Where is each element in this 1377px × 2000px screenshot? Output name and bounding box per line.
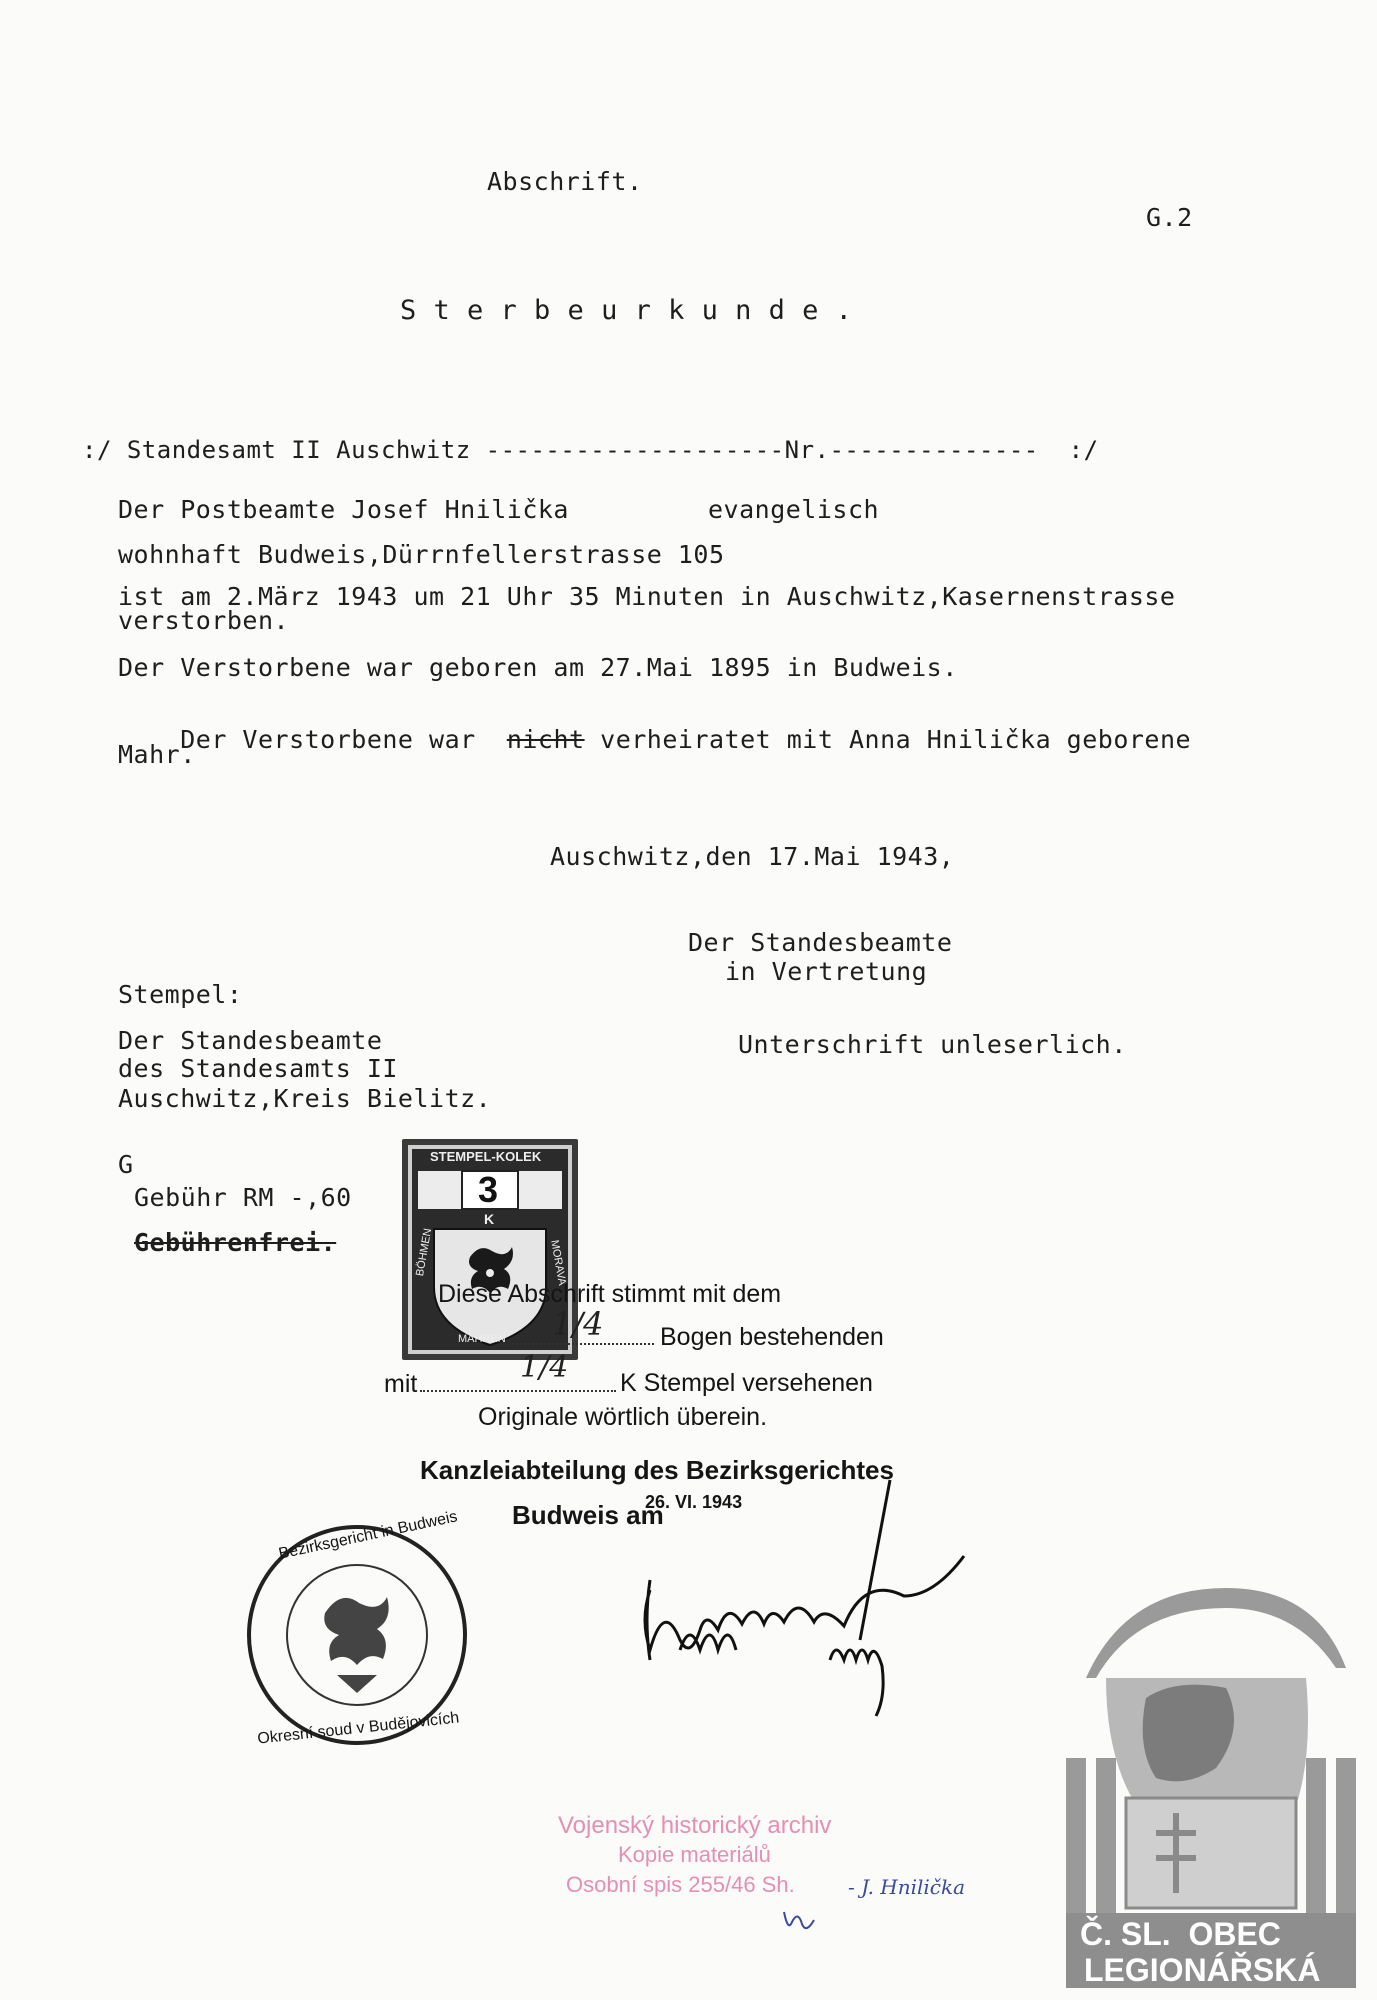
body-line-1-left: Der Postbeamte Josef Hnilička <box>118 495 569 524</box>
archive-line-3: Osobní spis 255/46 Sh. <box>566 1872 795 1897</box>
stamp-middle-text: MÄHREN <box>458 1333 506 1345</box>
struck-word: nicht <box>506 725 585 754</box>
archive-initial-icon <box>780 1908 820 1938</box>
archive-line-2: Kopie materiálů <box>618 1842 771 1867</box>
cert-line-3: K Stempel versehenen <box>620 1369 873 1397</box>
stamp-line-2: des Standesamts II <box>118 1054 398 1083</box>
court-seal <box>237 1508 477 1755</box>
stamp-unit: K <box>484 1211 495 1227</box>
body-line-4: verstorben. <box>118 606 290 635</box>
body-line-6-a: Der Verstorbene war <box>180 725 476 754</box>
stamp-left-text: BÖHMEN <box>414 1227 435 1278</box>
copy-label: Abschrift. <box>487 167 643 196</box>
document-title: S t e r b e u r k u n d e . <box>400 295 853 326</box>
body-line-5: Der Verstorbene war geboren am 27.Mai 1895 in Budweis. <box>118 653 958 682</box>
court-place: Budweis am <box>512 1500 664 1530</box>
place-date: Auschwitz,den 17.Mai 1943, <box>550 842 955 871</box>
stamp-value: 3 <box>478 1169 499 1210</box>
cert-line-2: Bogen bestehenden <box>660 1323 884 1351</box>
signature-note: Unterschrift unleserlich. <box>738 1030 1127 1059</box>
stamp-line-1: Der Standesbeamte <box>118 1026 383 1055</box>
seal-top-text: Bezirksgericht in Budweis <box>277 1508 459 1563</box>
archive-hand-note: - J. Hnilička <box>848 1875 966 1899</box>
cert-line-4: Originale wörtlich überein. <box>478 1403 768 1431</box>
file-code: G.2 <box>1146 203 1193 232</box>
fee-letter: G <box>118 1150 134 1179</box>
body-line-7: Mahr. <box>118 740 196 769</box>
legion-watermark <box>1066 1558 1356 1988</box>
body-line-3: ist am 2.März 1943 um 21 Uhr 35 Minuten in Auschwitz,Kasernenstrasse <box>118 582 1176 611</box>
official-line-2: in Vertretung <box>725 957 928 986</box>
register-line: :/ Standesamt II Auschwitz --------------------Nr.-------------- :/ <box>82 436 1099 464</box>
signature-scribble <box>620 1470 1140 1730</box>
body-line-1-right: evangelisch <box>708 495 880 524</box>
stamp-line-3: Auschwitz,Kreis Bielitz. <box>118 1084 492 1113</box>
cert-line-3-prefix: mit <box>384 1370 418 1398</box>
seal-bottom-text: Okresní soud v Budějovicích <box>256 1709 461 1748</box>
stamp-label: Stempel: <box>118 980 243 1009</box>
body-line-6 <box>118 696 1191 783</box>
body-line-6-b: verheiratet mit Anna Hnilička geborene <box>600 725 1192 754</box>
stamp-right-text: MORAVA <box>548 1239 568 1287</box>
archive-line-1: Vojenský historický archiv <box>558 1812 832 1839</box>
cert-line-1: Diese Abschrift stimmt mit dem <box>438 1280 782 1308</box>
official-line-1: Der Standesbeamte <box>688 928 953 957</box>
cert-line-3-dots <box>420 1390 616 1392</box>
body-line-2: wohnhaft Budweis,Dürrnfellerstrasse 105 <box>118 540 725 569</box>
cert-line-2-dots <box>512 1343 654 1345</box>
watermark-line-1: Č. SL. OBEC <box>1080 1916 1281 1952</box>
fee-amount: Gebühr RM -,60 <box>134 1183 352 1212</box>
cert-line-2-hand: 1/4 <box>552 1305 604 1343</box>
watermark-line-2: LEGIONÁŘSKÁ <box>1084 1952 1321 1988</box>
stamp-top-text: STEMPEL-KOLEK <box>430 1149 542 1164</box>
cert-line-3-hand: 1/4 <box>520 1350 569 1385</box>
fee-struck: Gebührenfrei. <box>134 1228 337 1257</box>
court-date: 26. VI. 1943 <box>645 1492 743 1512</box>
court-office: Kanzleiabteilung des Bezirksgerichtes <box>420 1455 894 1485</box>
